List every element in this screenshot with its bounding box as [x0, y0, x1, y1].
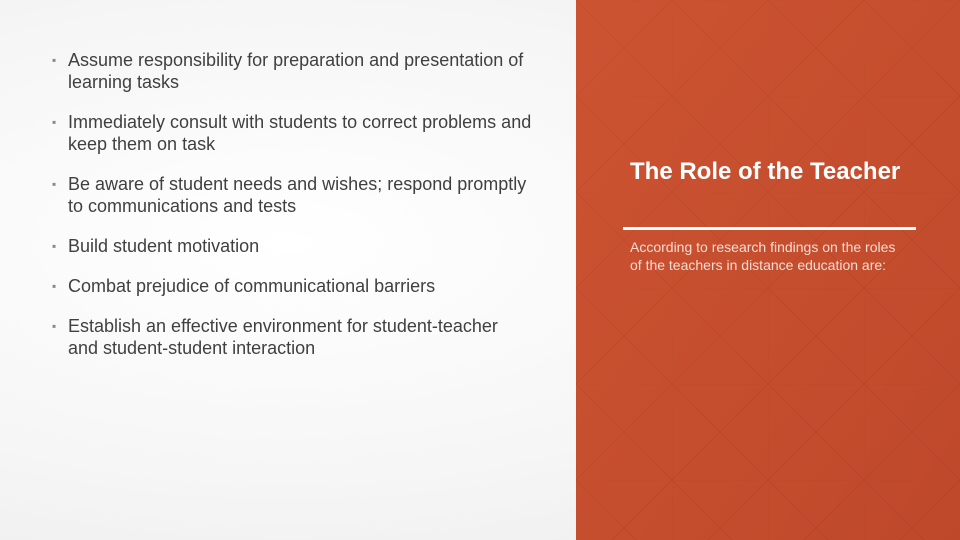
- square-bullet-icon: ▪: [52, 279, 57, 293]
- bullet-item: [52, 49, 532, 93]
- bullet-text: Immediately consult with students to correct problems and keep them on task: [68, 112, 532, 154]
- bullet-item: [52, 111, 532, 155]
- bullet-item: [52, 235, 532, 257]
- bullet-text: Establish an effective environment for student-teacher and student-student interaction: [68, 316, 498, 358]
- bullet-list: [52, 49, 532, 377]
- bullet-text: Be aware of student needs and wishes; respond promptly to communications and tests: [68, 174, 527, 216]
- square-bullet-icon: ▪: [52, 319, 57, 333]
- bullet-item: [52, 315, 532, 359]
- title-divider: [623, 227, 916, 230]
- square-bullet-icon: ▪: [52, 239, 57, 253]
- title-panel: [576, 0, 960, 540]
- slide-subtitle-text: According to research findings on the roles of the teachers in distance education are:: [630, 239, 896, 273]
- square-bullet-icon: ▪: [52, 115, 57, 129]
- square-bullet-icon: ▪: [52, 177, 57, 191]
- square-bullet-icon: ▪: [52, 53, 57, 67]
- bullet-item: [52, 275, 532, 297]
- bullet-item: [52, 173, 532, 217]
- bullet-text: Build student motivation: [68, 236, 260, 256]
- slide-title: The Role of the Teacher: [630, 158, 901, 185]
- bullet-text: Assume responsibility for preparation and presentation of learning tasks: [68, 50, 524, 92]
- bullet-text: Combat prejudice of communicational barriers: [68, 276, 436, 296]
